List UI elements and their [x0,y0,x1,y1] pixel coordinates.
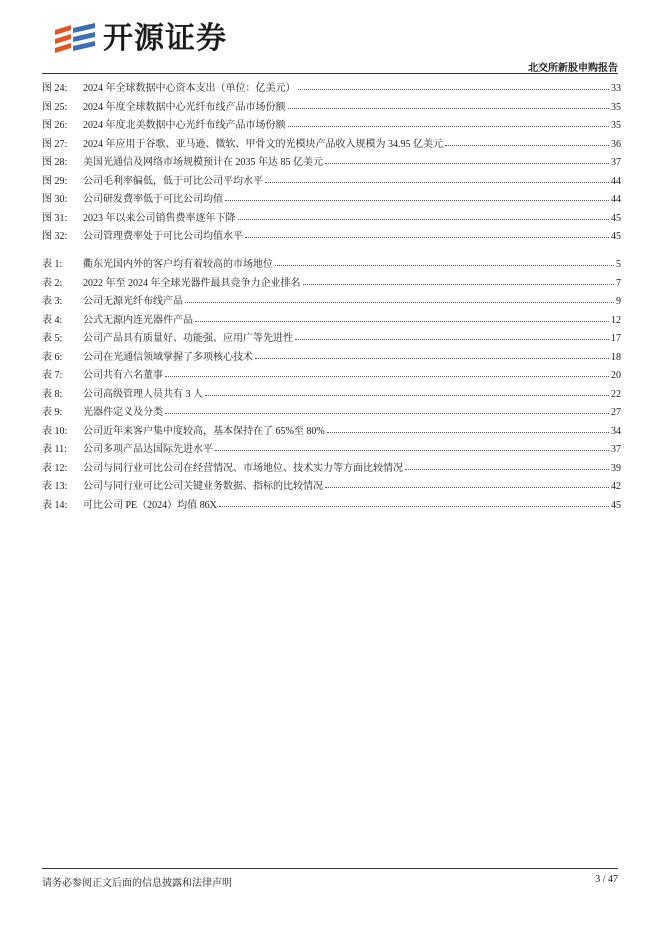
entry-title: 2024 年全球数据中心资本支出（单位：亿美元） [83,83,296,94]
dot-leader [295,338,609,340]
table-entry[interactable] [42,293,621,312]
dot-leader [219,505,609,507]
entry-title: 公司与同行业可比公司在经营情况、市场地位、技术实力等方面比较情况 [83,462,403,474]
entry-label: 表 3: [42,296,63,307]
figure-entry[interactable] [42,136,621,155]
table-entry[interactable] [42,349,621,368]
entry-page: 37 [611,444,621,455]
logo-mark-icon [53,22,97,56]
entry-label: 图 26: [42,120,68,131]
entry-page: 37 [611,157,621,168]
entry-title: 衢东光国内外的客户均有着较高的市场地位 [83,259,273,270]
entry-label: 表 14: [42,499,68,511]
dot-leader [215,449,609,451]
entry-label: 图 29: [42,175,68,187]
table-entry[interactable] [42,386,621,405]
table-entry[interactable] [42,312,621,331]
entry-label: 表 1: [42,259,63,270]
dot-leader [325,486,609,488]
figure-entry[interactable] [42,228,621,247]
entry-label: 图 31: [42,212,68,224]
table-entry[interactable] [42,423,621,442]
entry-page: 45 [611,499,621,511]
entry-title: 公司管理费率处于可比公司均值水平 [83,231,243,242]
footer-divider [42,868,618,869]
dot-leader [195,320,609,322]
table-list [42,256,621,515]
dot-leader [405,468,609,470]
dot-leader [205,394,609,396]
figure-entry[interactable] [42,117,621,136]
company-logo [53,22,227,56]
dot-leader [185,301,614,303]
entry-label: 图 28: [42,157,68,168]
entry-title: 2023 年以来公司销售费率逐年下降 [83,212,236,224]
entry-label: 表 11: [42,444,67,455]
page-number: 3 / 47 [595,874,618,885]
entry-page: 34 [611,425,621,437]
figure-entry[interactable] [42,99,621,118]
entry-page: 36 [611,138,621,150]
entry-page: 45 [611,231,621,242]
dot-leader [327,431,609,433]
entry-page: 17 [611,333,621,344]
entry-title: 2024 年度全球数据中心光纤布线产品市场份额 [83,101,286,113]
entry-page: 18 [611,351,621,363]
entry-page: 42 [611,481,621,492]
entry-label: 图 24: [42,83,68,94]
entry-title: 公司在光通信领域掌握了多项核心技术 [83,351,253,363]
dot-leader [265,181,609,183]
entry-title: 美国光通信及网络市场规模预计在 2035 年达 85 亿美元 [83,157,323,168]
figure-entry[interactable] [42,173,621,192]
dot-leader [225,199,609,201]
entry-label: 表 12: [42,462,68,474]
dot-leader [303,283,615,285]
entry-title: 可比公司 PE（2024）均值 86X [83,499,217,511]
entry-page: 27 [611,407,621,418]
entry-label: 图 32: [42,231,68,242]
entry-title: 2024 年应用于谷歌、亚马逊、微软、甲骨文的光模块产品收入规模为 34.95 亿美元 [83,138,443,150]
entry-title: 公司近年来客户集中度较高，基本保持在了 65%至 80% [83,425,325,437]
table-entry[interactable] [42,441,621,460]
entry-label: 图 27: [42,138,68,150]
entry-title: 公司无源光纤布线产品 [83,296,183,307]
dot-leader [445,144,609,146]
entry-label: 表 8: [42,388,63,400]
entry-title: 公司研发费率低于可比公司均值 [83,194,223,205]
figure-entry[interactable] [42,210,621,229]
entry-label: 图 30: [42,194,68,205]
figure-entry[interactable] [42,80,621,99]
entry-page: 35 [611,101,621,113]
dot-leader [238,218,610,220]
entry-label: 表 13: [42,481,68,492]
table-entry[interactable] [42,478,621,497]
entry-title: 公式无源内连光器件产品 [83,314,193,326]
entry-page: 39 [611,462,621,474]
entry-label: 表 4: [42,314,63,326]
entry-title: 2024 年度北美数据中心光纤布线产品市场份额 [83,120,286,131]
table-entry[interactable] [42,460,621,479]
figure-entry[interactable] [42,154,621,173]
dot-leader [165,412,609,414]
entry-label: 表 10: [42,425,68,437]
dot-leader [245,236,609,238]
entry-page: 33 [611,83,621,94]
entry-title: 公司毛利率偏低，低于可比公司平均水平 [83,175,263,187]
entry-label: 表 6: [42,351,63,363]
entry-title: 公司多项产品达国际先进水平 [83,444,213,455]
entry-title: 公司与同行业可比公司关键业务数据、指标的比较情况 [83,481,323,492]
table-entry[interactable] [42,256,621,275]
entry-title: 公司高级管理人员共有 3 人 [83,388,203,400]
figure-list [42,80,621,247]
entry-page: 45 [611,212,621,224]
entry-title: 公司共有六名董事 [83,370,163,381]
table-entry[interactable] [42,497,621,516]
dot-leader [288,107,610,109]
dot-leader [325,162,609,164]
table-entry[interactable] [42,404,621,423]
table-entry[interactable] [42,275,621,294]
entry-page: 22 [611,388,621,400]
dot-leader [165,375,609,377]
dot-leader [255,357,609,359]
dot-leader [298,88,610,90]
entry-label: 图 25: [42,101,68,113]
table-entry[interactable] [42,330,621,349]
entry-title: 光器件定义及分类 [83,407,163,418]
entry-page: 20 [611,370,621,381]
table-entry[interactable] [42,367,621,386]
footer-disclaimer: 请务必参阅正文后面的信息披露和法律声明 [42,878,232,889]
entry-title: 2022 年至 2024 年全球光器件最具竞争力企业排名 [83,277,301,289]
entry-page: 9 [616,296,621,307]
entry-page: 12 [611,314,621,326]
entry-label: 表 2: [42,277,63,289]
entry-page: 35 [611,120,621,131]
entry-page: 44 [611,194,621,205]
entry-label: 表 5: [42,333,63,344]
entry-label: 表 9: [42,407,63,418]
entry-page: 44 [611,175,621,187]
header-divider [42,73,618,74]
entry-label: 表 7: [42,370,63,381]
entry-title: 公司产品具有质量好、功能强、应用广等先进性 [83,333,293,344]
report-type: 北交所新股申购报告 [528,63,618,74]
dot-leader [275,264,614,266]
logo-text: 开源证券 [103,21,227,56]
entry-page: 7 [616,277,621,289]
entry-page: 5 [616,259,621,270]
dot-leader [288,125,610,127]
figure-entry[interactable] [42,191,621,210]
